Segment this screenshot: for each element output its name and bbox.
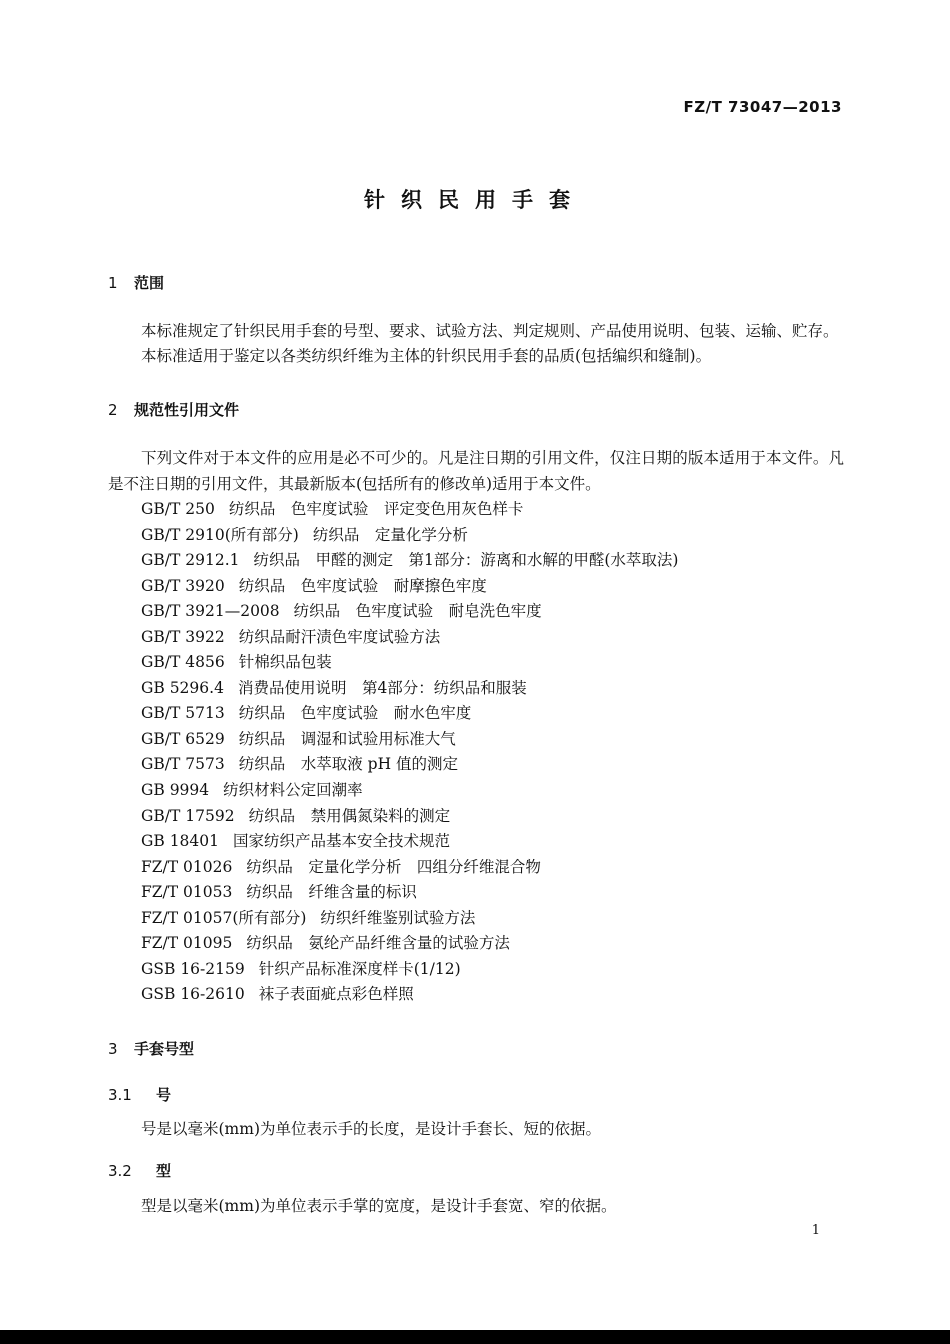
reference-item — [141, 778, 678, 804]
reference-item — [141, 829, 678, 855]
reference-item — [141, 650, 678, 676]
reference-code: FZ/T 01095 — [141, 934, 233, 953]
reference-title: 袜子表面疵点彩色样照 — [258, 985, 414, 1004]
reference-item — [141, 880, 678, 906]
reference-code: GB/T 250 — [141, 500, 215, 518]
reference-title: 纺织品 纤维含量的标识 — [246, 883, 417, 902]
reference-code: FZ/T 01053 — [141, 883, 233, 902]
subsection-number: 3.2 — [108, 1162, 132, 1180]
reference-item — [141, 625, 678, 651]
reference-item — [141, 957, 678, 983]
reference-item — [141, 752, 678, 778]
section-1-paragraph-2: 本标准适用于鉴定以各类纺织纤维为主体的针织民用手套的品质(包括编织和缝制)。 — [141, 347, 712, 365]
section-number: 2 — [108, 401, 118, 419]
reference-code: GB/T 2912.1 — [141, 551, 240, 570]
reference-item — [141, 982, 678, 1008]
reference-code: GB 5296.4 — [141, 678, 224, 697]
reference-title: 纺织品 氨纶产品纤维含量的试验方法 — [246, 934, 510, 953]
reference-title: 纺织品 禁用偶氮染料的测定 — [248, 806, 451, 825]
reference-code: GB 18401 — [141, 832, 220, 851]
reference-title: 纺织品 色牢度试验 耐摩擦色牢度 — [238, 576, 487, 595]
section-title: 手套号型 — [134, 1040, 195, 1058]
reference-title: 纺织品 水萃取液 pH 值的测定 — [238, 755, 459, 774]
document-code: FZ/T 73047—2013 — [683, 98, 842, 116]
reference-title: 纺织品 调湿和试验用标准大气 — [238, 729, 456, 748]
reference-code: FZ/T 01026 — [141, 857, 233, 876]
reference-title: 纺织品 定量化学分析 四组分纤维混合物 — [246, 857, 541, 876]
page-number: 1 — [811, 1223, 820, 1238]
reference-title: 纺织材料公定回潮率 — [223, 781, 363, 800]
subsection-3-1-text: 号是以毫米(mm)为单位表示手的长度，是设计手套长、短的依据。 — [141, 1120, 601, 1138]
reference-item — [141, 727, 678, 753]
reference-code: GSB 16-2159 — [141, 959, 245, 978]
document-title: 针织民用手套 — [364, 188, 586, 212]
reference-item — [141, 574, 678, 600]
reference-item — [141, 523, 678, 549]
section-title: 范围 — [134, 274, 165, 292]
section-1-heading — [108, 272, 164, 293]
reference-title: 纺织品耐汗渍色牢度试验方法 — [238, 627, 441, 646]
reference-title: 消费品使用说明 第4部分：纺织品和服装 — [237, 678, 527, 697]
subsection-3-2-heading — [108, 1160, 171, 1181]
reference-title: 纺织纤维鉴别试验方法 — [320, 908, 476, 927]
reference-title: 针织产品标准深度样卡(1/12) — [258, 959, 461, 978]
reference-item — [141, 548, 678, 574]
reference-item — [141, 804, 678, 830]
reference-title: 纺织品 甲醛的测定 第1部分：游离和水解的甲醛(水萃取法) — [253, 551, 679, 570]
section-2-intro: 下列文件对于本文件的应用是必不可少的。凡是注日期的引用文件，仅注日期的版本适用于本文件。凡是不注日期的引用文件，其最新版本(包括所有的修改单)适用于本文件。 — [108, 449, 844, 493]
reference-item — [141, 599, 678, 625]
reference-item — [141, 701, 678, 727]
reference-code: GB/T 7573 — [141, 755, 225, 774]
reference-code: GB 9994 — [141, 781, 210, 800]
reference-code: GB/T 5713 — [141, 704, 225, 723]
reference-title: 纺织品 色牢度试验 耐水色牢度 — [238, 704, 472, 723]
reference-title: 纺织品 色牢度试验 耐皂洗色牢度 — [293, 602, 542, 621]
section-3-heading — [108, 1038, 194, 1059]
reference-item — [141, 906, 678, 932]
reference-code: GB/T 17592 — [141, 806, 235, 825]
reference-title: 纺织品 色牢度试验 评定变色用灰色样卡 — [228, 500, 524, 518]
subsection-title: 号 — [156, 1086, 172, 1104]
subsection-number: 3.1 — [108, 1086, 132, 1104]
reference-item — [141, 676, 678, 702]
reference-code: FZ/T 01057(所有部分) — [141, 908, 307, 927]
reference-item — [141, 855, 678, 881]
section-title: 规范性引用文件 — [134, 401, 240, 419]
bottom-border — [0, 1330, 950, 1344]
subsection-3-2-text: 型是以毫米(mm)为单位表示手掌的宽度，是设计手套宽、窄的依据。 — [141, 1197, 617, 1215]
subsection-3-1-heading — [108, 1084, 171, 1105]
normative-references-list — [141, 497, 678, 1008]
section-1-paragraph-1: 本标准规定了针织民用手套的号型、要求、试验方法、判定规则、产品使用说明、包装、运输、贮存。 — [141, 322, 839, 340]
reference-title: 纺织品 定量化学分析 — [312, 525, 468, 544]
section-2-heading — [108, 399, 239, 420]
reference-title: 针棉织品包装 — [238, 653, 332, 672]
reference-code: GB/T 2910(所有部分) — [141, 525, 299, 544]
reference-code: GB/T 4856 — [141, 653, 225, 672]
reference-code: GB/T 3920 — [141, 576, 225, 595]
reference-item — [141, 931, 678, 957]
reference-code: GB/T 3921—2008 — [141, 602, 280, 621]
section-number: 1 — [108, 274, 118, 292]
reference-code: GB/T 3922 — [141, 627, 225, 646]
reference-code: GB/T 6529 — [141, 729, 225, 748]
reference-code: GSB 16-2610 — [141, 985, 245, 1004]
section-number: 3 — [108, 1040, 118, 1058]
reference-item — [141, 497, 678, 523]
subsection-title: 型 — [156, 1162, 172, 1180]
reference-title: 国家纺织产品基本安全技术规范 — [233, 832, 451, 851]
